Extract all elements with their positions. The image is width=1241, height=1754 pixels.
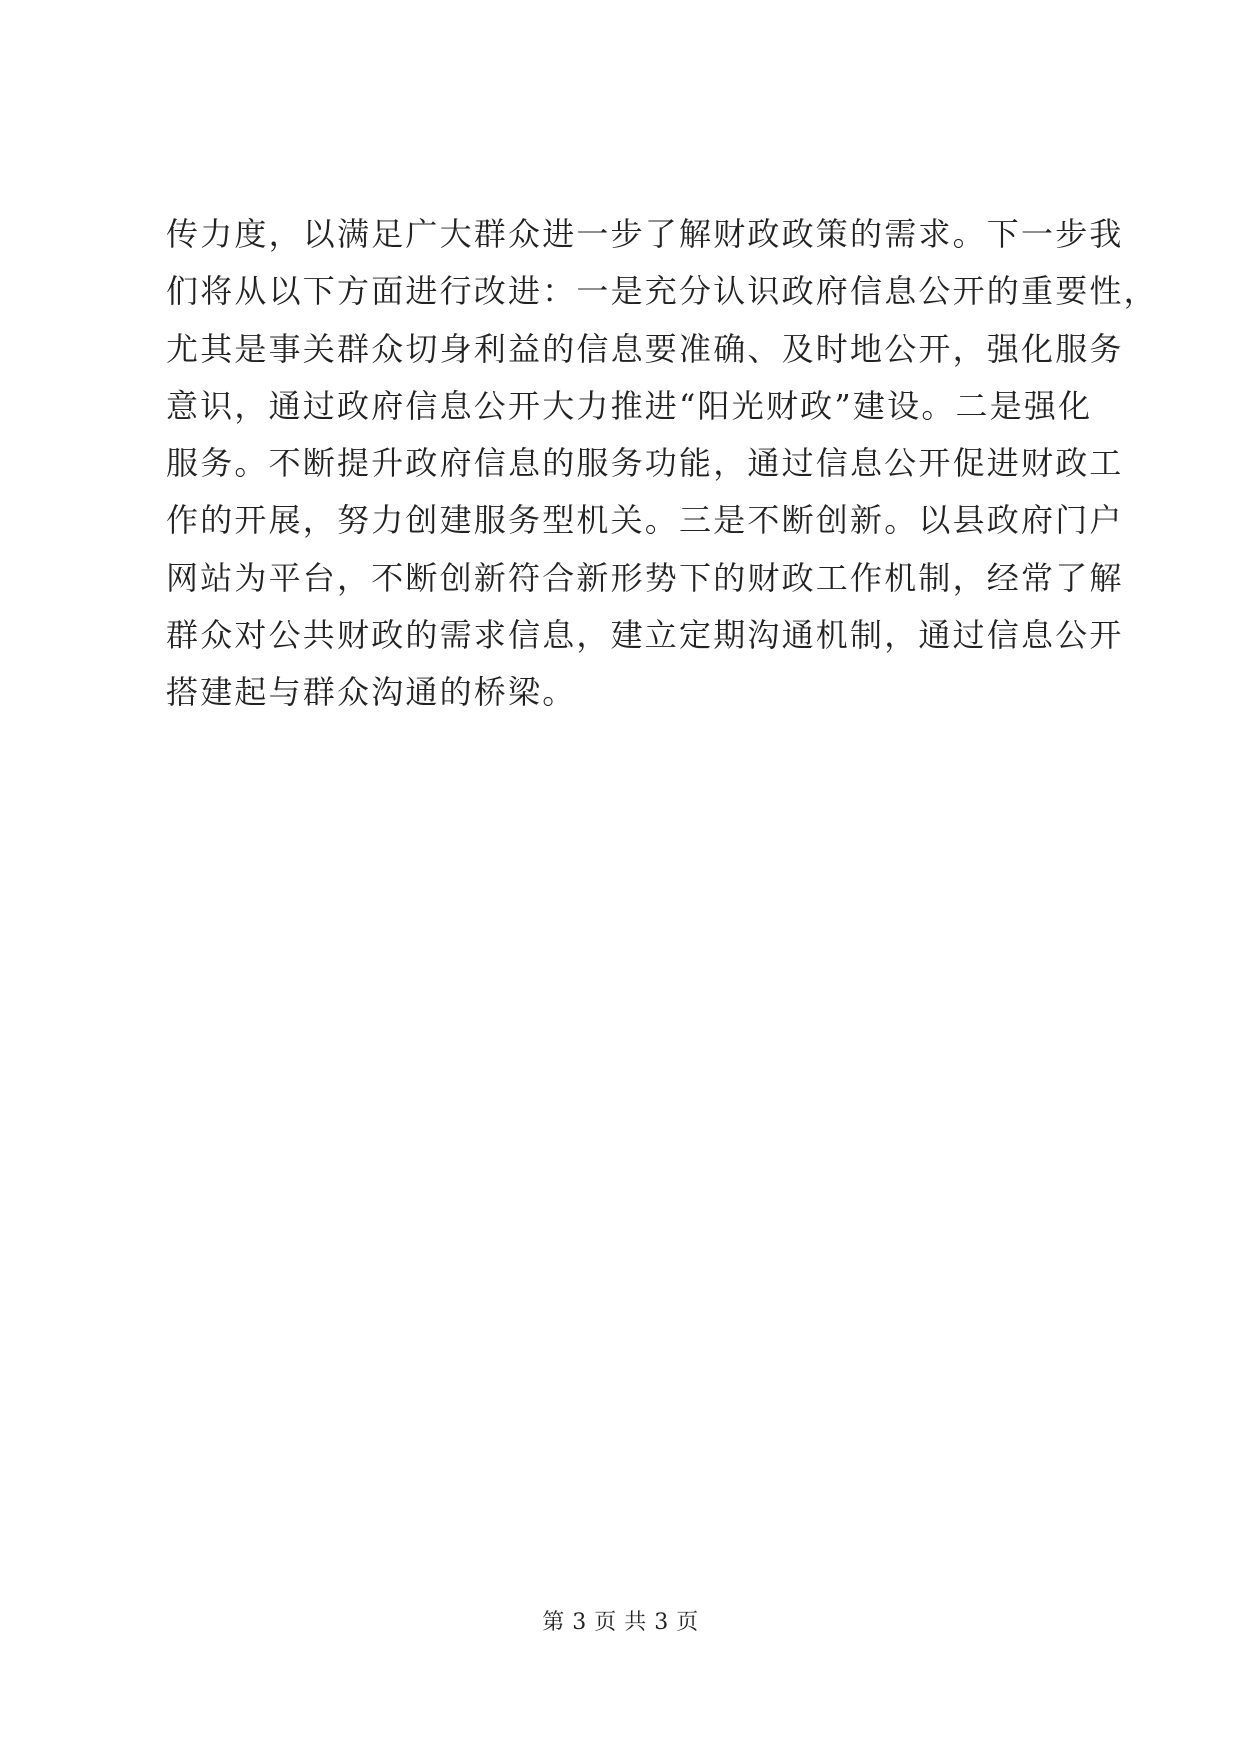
text-line: 意识，通过政府信息公开大力推进“阳光财政”建设。二是强化: [166, 386, 1093, 425]
text-line: 网站为平台，不断创新符合新形势下的财政工作机制，经常了解: [166, 558, 1124, 597]
text-line: 作的开展，努力创建服务型机关。三是不断创新。以县政府门户: [166, 501, 1124, 540]
text-line: 尤其是事关群众切身利益的信息要准确、及时地公开，强化服务: [166, 329, 1124, 368]
text-line: 服务。不断提升政府信息的服务功能，通过信息公开促进财政工: [166, 444, 1124, 483]
body-paragraph: [166, 206, 1158, 722]
page-number-footer: 第 3 页 共 3 页: [542, 1610, 699, 1635]
text-line: 搭建起与群众沟通的桥梁。: [166, 673, 577, 712]
text-line: 们将从以下方面进行改进：一是充分认识政府信息公开的重要性，: [166, 272, 1158, 311]
text-line: 传力度，以满足广大群众进一步了解财政政策的需求。下一步我: [166, 215, 1124, 253]
text-line: 群众对公共财政的需求信息，建立定期沟通机制，通过信息公开: [166, 616, 1124, 655]
